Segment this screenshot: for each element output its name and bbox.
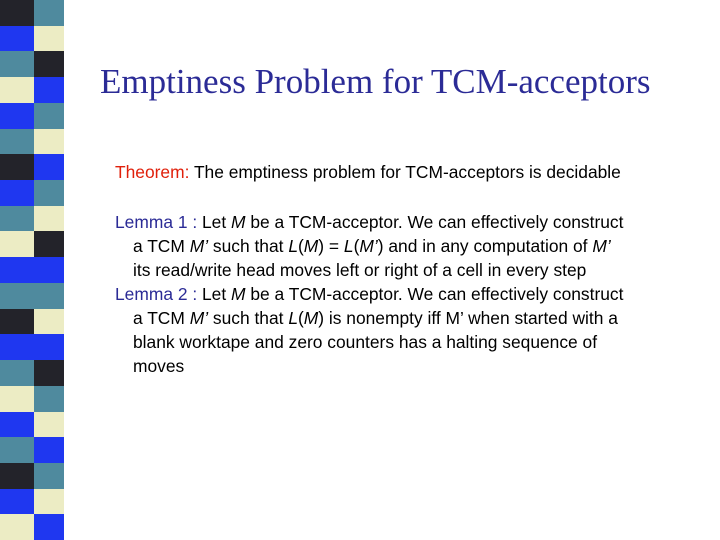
- stripe-block: [0, 206, 64, 232]
- lemma-2-math: L: [288, 308, 298, 328]
- lemma-1-text: (: [353, 236, 360, 256]
- lemma-2-statement: [115, 282, 710, 378]
- lemma-1-math: M’: [359, 236, 378, 256]
- stripe-block: [0, 231, 64, 257]
- lemma-2-text: moves: [133, 356, 185, 376]
- lemma-1-math: L: [288, 236, 298, 256]
- lemma-1-label: Lemma 1 :: [115, 212, 198, 232]
- theorem-label: Theorem:: [115, 162, 190, 182]
- stripe-block: [0, 334, 64, 360]
- stripe-block: [0, 309, 64, 335]
- lemma-2-text: Let: [197, 284, 231, 304]
- lemma-2-text: a TCM: [133, 308, 190, 328]
- stripe-block: [0, 412, 64, 438]
- lemma-1-text: its read/write head moves left or right of a cell in every step: [133, 260, 587, 280]
- lemma-2-label: Lemma 2 :: [115, 284, 198, 304]
- lemma-2-math: M: [303, 308, 319, 328]
- lemma-1-statement: [115, 210, 710, 282]
- lemma-1-text: ) =: [318, 236, 344, 256]
- lemma-1-text: be a TCM-acceptor. We can effectively construct: [245, 212, 624, 232]
- lemma-1-math: M: [303, 236, 319, 256]
- lemma-2-text: ) is nonempty iff M’ when started with a: [318, 308, 618, 328]
- stripe-block: [0, 283, 64, 309]
- stripe-block: [0, 386, 64, 412]
- lemma-2-text: (: [297, 308, 304, 328]
- lemma-2-math: M’: [189, 308, 209, 328]
- lemma-2-text: be a TCM-acceptor. We can effectively construct: [245, 284, 624, 304]
- decorative-stripe: [0, 0, 64, 540]
- theorem-text: The emptiness problem for TCM-acceptors is decidable: [189, 162, 621, 182]
- stripe-block: [0, 360, 64, 386]
- stripe-block: [0, 257, 64, 283]
- lemma-1-text: Let: [197, 212, 231, 232]
- stripe-block: [0, 77, 64, 103]
- stripe-block: [0, 437, 64, 463]
- lemma-1-math: M’: [592, 236, 611, 256]
- theorem-statement: [115, 160, 710, 184]
- slide-title: Emptiness Problem for TCM-acceptors: [100, 62, 651, 101]
- lemma-1-text: (: [297, 236, 304, 256]
- stripe-block: [0, 103, 64, 129]
- stripe-block: [0, 154, 64, 180]
- lemma-1-math: M: [231, 212, 246, 232]
- lemma-2-math: M: [231, 284, 246, 304]
- stripe-block: [0, 514, 64, 540]
- stripe-block: [0, 129, 64, 155]
- stripe-block: [0, 51, 64, 77]
- lemma-2-text: such that: [208, 308, 289, 328]
- lemma-1-math: L: [343, 236, 354, 256]
- stripe-block: [0, 489, 64, 515]
- slide-body: [115, 160, 710, 378]
- lemma-1-math: M’: [189, 236, 209, 256]
- stripe-block: [0, 463, 64, 489]
- lemma-1-text: a TCM: [133, 236, 190, 256]
- stripe-block: [0, 180, 64, 206]
- stripe-block: [0, 26, 64, 52]
- stripe-block: [0, 0, 64, 26]
- lemma-2-text: blank worktape and zero counters has a halting sequence of: [133, 332, 598, 352]
- lemma-1-text: such that: [208, 236, 289, 256]
- lemma-1-text: ) and in any computation of: [377, 236, 593, 256]
